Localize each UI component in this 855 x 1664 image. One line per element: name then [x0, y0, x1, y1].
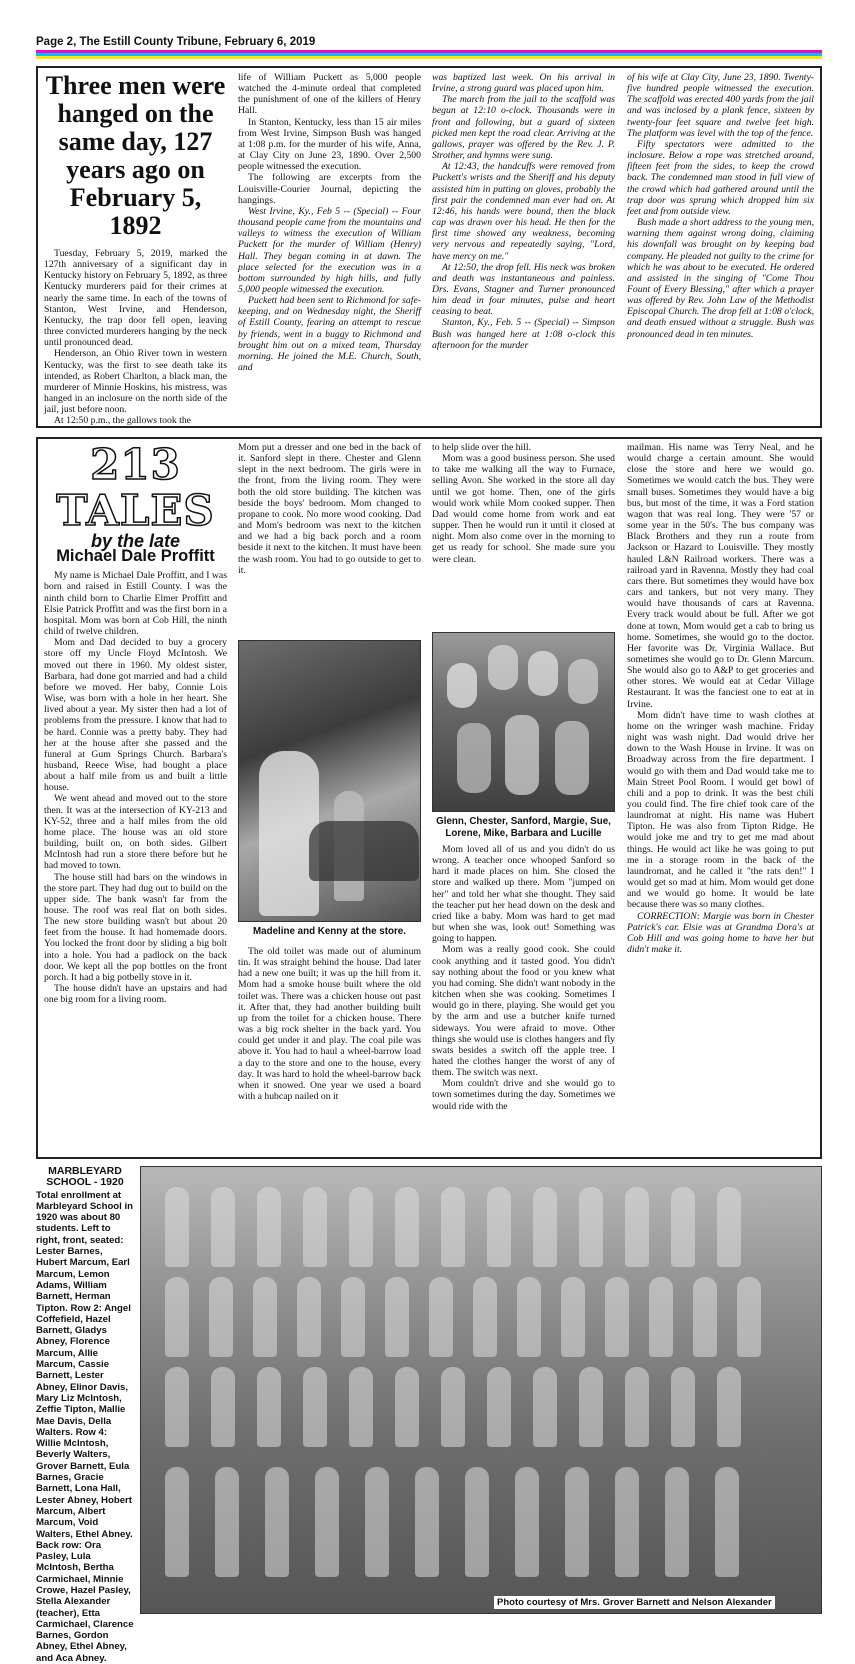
paragraph: Mom put a dresser and one bed in the back of it. Sanford slept in there. Chester and Glenn slept in the next bedroom. The girls were in the front, from the living room. They were both the old store building. The kitchen was beside the boys' bedroom. Mom changed to propane to cook. No more wood cooking. Dad and Mom's bedroom was next to the kitchen and we had a big back porch and a room beside it next to the kitchen. It must have been the wash room. You had to go outside to get to it. — [238, 442, 421, 576]
paragraph: Mom didn't have time to wash clothes at home on the wringer wash machine. Friday night was wash night. Dad would drive her down to the Wash House in Irvine. It was on Broadway across from the fire department. I would go with them and Dad would take me to Main Street Pool Room. I would get bowl of chili and a pop to drink. It was the best chili you could find. The fire chief took care of the laundromat at night. His name was Hubert Tipton. He was also from Tipton Ridge. He would joke me and try to get me mad about things. He would act like he was going to put me in a storage room in the back of the laundromat, and he called it "the rats den!" I would get so mad at him. Mom would get done and we would go home. It would be late because there was so many clothes. — [627, 709, 814, 911]
student-figure — [265, 1467, 289, 1577]
hanging-headline: Three men were hanged on the same day, 127 years ago on February 5, 1892 — [45, 71, 226, 240]
paragraph: We went ahead and moved out to the store then. It was at the intersection of KY-213 and KY-52, three and a half miles from the old home place. The house was an old store building, built on, on both sides. Gilbert McIntosh had run a store there before but he had moved to town. — [44, 793, 227, 872]
student-figure — [215, 1467, 239, 1577]
student-figure — [257, 1187, 281, 1267]
child-figure — [447, 663, 477, 708]
student-figure — [649, 1277, 673, 1357]
student-figure — [165, 1187, 189, 1267]
paragraph: In Stanton, Kentucky, less than 15 air miles from West Irvine, Simpson Bush was hanged at 1:08 p.m. for the murder of his wife, Anna, at Clay City on June 23, 1890. Over 2,500 people witnessed the execution. — [238, 116, 421, 173]
child-figure — [555, 721, 589, 795]
child-figure — [568, 659, 598, 704]
children-photo-caption: Glenn, Chester, Sanford, Margie, Sue, Lorene, Mike, Barbara and Lucille — [436, 816, 611, 839]
hanging-col-4 — [627, 72, 814, 424]
student-figure — [303, 1187, 327, 1267]
student-figure — [385, 1277, 409, 1357]
paragraph: The house still had bars on the windows in the store part. They had dug out to build on the upper side. The bank wasn't far from the house. The roof was real flat on both sides. The new store building wasn't but about 20 feet from the house. It had homemade doors. You locked the front door by sliding a big bolt into a hole. You had a padlock on the back door. We kept all the pop bottles on the front porch. It had a big potbelly stove in it. — [44, 871, 227, 983]
student-figure — [395, 1187, 419, 1267]
student-figure — [257, 1367, 281, 1447]
student-figure — [303, 1367, 327, 1447]
student-figure — [349, 1187, 373, 1267]
paragraph: At 12:50, the drop fell. His neck was broken and death was instantaneous and painless. Drs. Evans, Stagner and Turner pronounced him dead in four minutes, pulse and heart ceasing to beat. — [432, 261, 615, 318]
paragraph: Puckett had been sent to Richmond for safe-keeping, and on Wednesday night, the Sheriff of Estill County, fearing an attempt to rescue by friends, went in a buggy to Richmond and brought him out on a mixed team, Thursday morning. He joined the M.E. Church, South, and — [238, 295, 421, 374]
paragraph: Tuesday, February 5, 2019, marked the 127th anniversary of a significant day in Kentucky history on February 5, 1892, as three Kentucky murderers paid for their crimes at nearly the same time. In each of the towns of Stanton, West Irvine, and Henderson, Kentucky, the trap door fell open, leaving three convicted murderers hanging by the neck until pronounced dead. — [44, 248, 227, 349]
yellow-bar — [36, 56, 822, 59]
paragraph: At 12:43, the handcuffs were removed from Puckett's wrists and the Sheriff and his deputy assisted him in putting on gloves, probably the first pair the condemned man ever had on. At 12:46, his hands were bound, then the black cap was drawn over his head. He then for the first time showed any weakness, becoming very nervous and repeatedly saying, "Lord, have mercy on me." — [432, 161, 615, 262]
student-figure — [165, 1277, 189, 1357]
student-figure — [253, 1277, 277, 1357]
hanging-col-2 — [238, 72, 421, 424]
color-bars — [36, 50, 822, 59]
student-figure — [429, 1277, 453, 1357]
student-figure — [473, 1277, 497, 1357]
school-roster: Total enrollment at Marbleyard School in 1920 was about 80 students. Left to right, front, seated: Lester Barnes, Hubert Marcum, Earl Marcum, Lemon Adams, William Barnett, Herman Tipton. Row 2: Angel Coffefield, Hazel Barnett, Gladys Abney, Florence Marcum, Allie Marcum, Cassie Barnett, Lester Abney, Elinor Davis, Mary Liz McIntosh, Zeffie Tipton, Mallie Mae Davis, Della Walters. Row 4: Willie McIntosh, Beverly Walters, Grover Barnett, Eula Barnes, Gracie Barnett, Lona Hall, Lester Abney, Hobert Marcum, Albert Marcum, Void Walters, Ethel Abney. Back row: Ora Pasley, Lula McIntosh, Bertha Carmichael, Minnie Crowe, Hazel Pasley, Stella Alexander (teacher), Etta Carmichael, Clarence Barnes, Gordon Abney, Ethel Abney, and Aca Abney. — [36, 1189, 134, 1664]
student-figure — [717, 1187, 741, 1267]
student-figure — [465, 1467, 489, 1577]
child-figure — [488, 645, 518, 690]
student-figure — [579, 1187, 603, 1267]
school-caption — [36, 1165, 134, 1664]
child-figure — [457, 723, 491, 793]
paragraph: Mom and Dad decided to buy a grocery store off my Uncle Floyd McIntosh. We moved out there in 1960. My oldest sister, Barbara, had done got married and had a child before we moved. Her baby, Connie Lois Wise, was born with a hole in her heart. She lived about a year. My sister then had a lot of problems from the pressure. I know that had to be hard. Connie was a pretty baby. They had her at the house after she passed and the funeral at Gum Springs Church. Barbara's husband, Reece Wise, had bought a place about a half mile from us and built a little house. — [44, 637, 227, 794]
byline-prefix: by the late — [90, 531, 181, 551]
student-figure — [395, 1367, 419, 1447]
paragraph: The house didn't have an upstairs and had one big room for a living room. — [44, 983, 227, 1006]
student-figure — [715, 1467, 739, 1577]
student-figure — [211, 1187, 235, 1267]
child-figure — [528, 651, 558, 696]
student-figure — [615, 1467, 639, 1577]
tales-col-3-bottom — [432, 844, 615, 1154]
school-photo — [140, 1166, 822, 1614]
student-figure — [415, 1467, 439, 1577]
tales-col-1 — [44, 442, 227, 1154]
student-figure — [625, 1367, 649, 1447]
paragraph: life of William Puckett as 5,000 people watched the 4-minute ordeal that completed the punishment of one of the killers of Henry Hall. — [238, 72, 421, 117]
paragraph: to help slide over the hill. — [432, 442, 532, 453]
student-figure — [561, 1277, 585, 1357]
student-figure — [517, 1277, 541, 1357]
paragraph: was baptized last week. On his arrival in Irvine, a strong guard was placed upon him. — [432, 72, 615, 95]
student-figure — [349, 1367, 373, 1447]
paragraph: Mom couldn't drive and she would go to town sometimes during the day. Sometimes we would ride with the — [432, 1078, 615, 1112]
student-figure — [297, 1277, 321, 1357]
student-figure — [565, 1467, 589, 1577]
student-figure — [441, 1367, 465, 1447]
paragraph: At 12:50 p.m., the gallows took the — [54, 415, 191, 427]
paragraph: Henderson, an Ohio River town in western Kentucky, was the first to see death take its intended, as Robert Charlton, a black man, the murderer of Minnie Hoskins, his mistress, was hanged in an inclosure on the north side of the jail, just before noon. — [44, 348, 227, 416]
student-figure — [533, 1187, 557, 1267]
byline-author: Michael Dale Proffitt — [56, 547, 215, 566]
student-figure — [671, 1367, 695, 1447]
tales-title: 213 TALES — [56, 440, 215, 535]
student-figure — [693, 1277, 717, 1357]
child-figure — [505, 715, 539, 795]
student-figure — [341, 1277, 365, 1357]
paragraph: Mom was a really good cook. She could cook anything and it tasted good. You didn't say nothing about the food or you knew what you had coming. She didn't want nobody in the kitchen when she was cooking. Sometimes I would go in there, playing. She would get you by the arm and use a butcher knife turned sideways. You were afraid to move. Other things she would use is clothes hangers and fly swats besides a switch off the apple tree. I hated the clothes hanger the worst of any of them. The switch was next. — [432, 944, 615, 1079]
student-figure — [487, 1187, 511, 1267]
student-figure — [737, 1277, 761, 1357]
hanging-col-1 — [44, 71, 227, 427]
tales-col-2-bottom — [238, 946, 421, 1154]
tales-col-3-top — [432, 442, 615, 622]
student-figure — [165, 1467, 189, 1577]
paragraph: Stanton, Ky., Feb. 5 -- (Special) -- Simpson Bush was hanged here at 1:08 o-clock this afternoon for the murder — [432, 317, 615, 351]
paragraph: mailman. His name was Terry Neal, and he would charge a certain amount. She would close the store and here we would go. Sometimes we would catch the bus. They were small buses. Sometimes they would have a big bus, but most of the time, it was a Ford station wagon that was real long. They were '57 or some year in the 50's. The bus company was Black Brothers and they run a route from Jackson or Hazard to Louisville. They mostly hauled L&N Railroad workers. There was a railroad yard in Ravenna. Mostly they had coal cars there. But sometimes they would have box cars and tankers, but not very many. They would have thousands of cars at Ravenna. Every track would about be full. After we got done at town, Mom would get a cab to bring us home. Sometimes, she would go to the doctor. Her favorite was Dr. Virginia Wallace. But sometimes she would go to Dr. Glenn Marcum. She would also go to A&P to get groceries and other stores. We would eat at Cedar Village Restaurant. It was the fanciest one to eat at in Irvine. — [627, 442, 814, 710]
photo-credit: Photo courtesy of Mrs. Grover Barnett and Nelson Alexander — [494, 1596, 775, 1609]
store-photo — [238, 640, 421, 922]
student-figure — [665, 1467, 689, 1577]
student-figure — [717, 1367, 741, 1447]
student-figure — [625, 1187, 649, 1267]
paragraph: My name is Michael Dale Proffitt, and I was born and raised in Estill County. I was the ninth child born to Charlie Elmer Proffitt and Elsie Patrick Proffitt and was the first born in a hospital. Mom was born at Cob Hill, the ninth child of twelve children. — [44, 570, 227, 638]
paragraph: Bush made a short address to the young men, warning them against wrong doing, claiming his downfall was brought on by keeping bad company. He pleaded not guilty to the crime for which he was about to be executed. He ordered and assisted in the singing of "Come Thou Fount of Every Blessing," after which a prayer was offered by Rev. John Law of the Methodist Episcopal Church. The drop fell at 1:08 o'clock, and death ensued without a struggle. Bush was pronounced dead in ten minutes. — [627, 217, 814, 340]
student-figure — [365, 1467, 389, 1577]
student-figure — [209, 1277, 233, 1357]
students-group — [141, 1167, 821, 1613]
children-photo — [432, 632, 615, 812]
student-figure — [487, 1367, 511, 1447]
student-figure — [605, 1277, 629, 1357]
paragraph: The old toilet was made out of aluminum tin. It was straight behind the house. Dad later had a new one built; it was up the hill from it. Mom had a smoke house built where the old toilet was. There was a chicken house out past it. After that, they had another building built up from the toilet for a chicken house. There was a big rock shelter in the back yard. You could get under it and play. The coal pile was above it. You had to haul a wheel-barrow load a day to the store and one to the house, every day. It was hard to hold the wheel-barrow back when it snowed. One year we used a board with a hubcap nailed on it — [238, 946, 421, 1103]
tales-col-2-top — [238, 442, 421, 632]
student-figure — [671, 1187, 695, 1267]
paragraph: West Irvine, Ky., Feb 5 -- (Special) -- Four thousand people came from the mountains and valleys to witness the execution of William Puckett for the murder of William (Henry) Hall. They began coming in at dawn. The place selected for the execution was in a bottom surrounded by high hills, and fully 5,000 people witnessed the execution. — [238, 205, 421, 295]
paragraph: Mom was a good business person. She used to take me walking all the way to Furnace, selling Avon. She worked in the store all day until we got home. Then, one of the girls would work while Mom cooked supper. Then Dad would come home from work and eat supper. Then he would run it until it closed at night. Mom also come over in the morning to get us ready for school. She made sure you were clean. — [432, 453, 615, 565]
student-figure — [165, 1367, 189, 1447]
student-figure — [579, 1367, 603, 1447]
hanging-col-3 — [432, 72, 615, 424]
student-figure — [211, 1367, 235, 1447]
paragraph: The march from the jail to the scaffold was begun at 12:10 o-clock. Thousands were in front and following, but a guard of sixteen picked men kept the road clear. Arriving at the gallows, prayer was offered by the Rev. J. P. Strother, and hymns were sung. — [432, 94, 615, 162]
page-header-text: Page 2, The Estill County Tribune, February 6, 2019 — [36, 36, 316, 48]
student-figure — [515, 1467, 539, 1577]
paragraph: Mom loved all of us and you didn't do us wrong. A teacher once whooped Sanford so hard it made places on him. She closed the store and walked up there. Mom "jumped on her" and told her what she thought. They said the teacher put her head down on the desk and cried like a baby. Mom was hard to get mad but when she was, look out! Something was going to happen. — [432, 844, 615, 945]
tales-col-4 — [627, 442, 814, 1154]
car-shape — [309, 821, 419, 881]
paragraph: Fifty spectators were admitted to the inclosure. Below a rope was stretched around, fifteen feet from the sides, to keep the crowd back. The condemned man stood in full view of the crowd which had gathered around until the trap door was sprung which dropped him six feet and from outside view. — [627, 138, 814, 217]
paragraph: of his wife at Clay City, June 23, 1890. Twenty-five hundred people witnessed the execution. The scaffold was erected 400 yards from the jail and was inclosed by a plank fence, sixteen by twenty-four feet square and twelve feet high. The platform was level with the top of the fence. — [627, 72, 814, 139]
store-photo-caption: Madeline and Kenny at the store. — [253, 926, 406, 937]
paragraph: The following are excerpts from the Louisville-Courier Journal, depicting the hangings. — [238, 172, 421, 206]
student-figure — [533, 1367, 557, 1447]
student-figure — [315, 1467, 339, 1577]
correction-note: CORRECTION: Margie was born in Chester Patrick's car. Elsie was at Grandma Dora's at Cob Hill and was going home to have her but didn't make it. — [627, 910, 814, 956]
student-figure — [441, 1187, 465, 1267]
school-title: MARBLEYARD SCHOOL - 1920 — [46, 1165, 124, 1189]
